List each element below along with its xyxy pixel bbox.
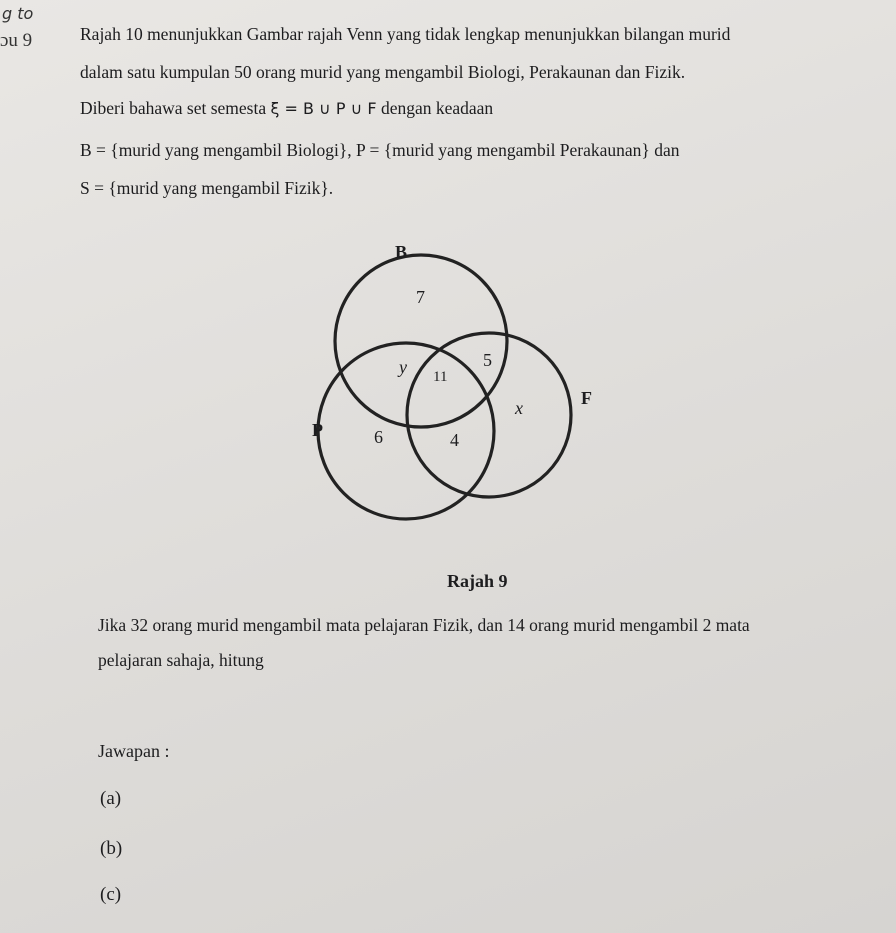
question-intro-line1: Rajah 10 menunjukkan Gambar rajah Venn yang tidak lengkap menunjukkan bilangan murid (80, 24, 731, 44)
region-f-only: x (515, 398, 523, 418)
label-f: F (581, 388, 592, 408)
set-definition-s: S = {murid yang mengambil Fizik}. (80, 178, 334, 198)
label-b: B (395, 242, 408, 262)
region-b-only: 7 (416, 287, 425, 307)
answer-c-label: (c) (100, 884, 122, 905)
question-number: ɔu 9 (0, 30, 33, 51)
region-p-only: 6 (374, 427, 383, 447)
region-all-three: 11 (433, 369, 448, 385)
page-corner-text: g to (2, 4, 34, 23)
region-b-and-p: y (399, 357, 407, 377)
answer-heading: Jawapan : (98, 741, 170, 761)
region-b-and-f: 5 (483, 350, 492, 370)
set-definition-b-p: B = {murid yang mengambil Biologi}, P = {murid yang mengambil Perakaunan} dan (80, 140, 680, 160)
region-p-and-f: 4 (450, 430, 459, 450)
question-condition-line1: Jika 32 orang murid mengambil mata pelajaran Fizik, dan 14 orang murid mengambil 2 mata (98, 615, 750, 635)
label-p: P (312, 420, 323, 440)
given-prefix: Diberi bahawa set semesta (80, 98, 267, 118)
answer-b-label: (b) (100, 838, 123, 859)
diagram-caption: Rajah 9 (447, 571, 508, 591)
given-suffix: dengan keadaan (380, 98, 494, 118)
question-condition-line2: pelajaran sahaja, hitung (98, 650, 264, 670)
answer-a-label: (a) (100, 788, 122, 809)
question-intro-line2: dalam satu kumpulan 50 orang murid yang mengambil Biologi, Perakaunan dan Fizik. (80, 62, 686, 82)
circle-b (335, 255, 507, 427)
universal-set-formula: ξ = B ∪ P ∪ F (270, 99, 377, 118)
